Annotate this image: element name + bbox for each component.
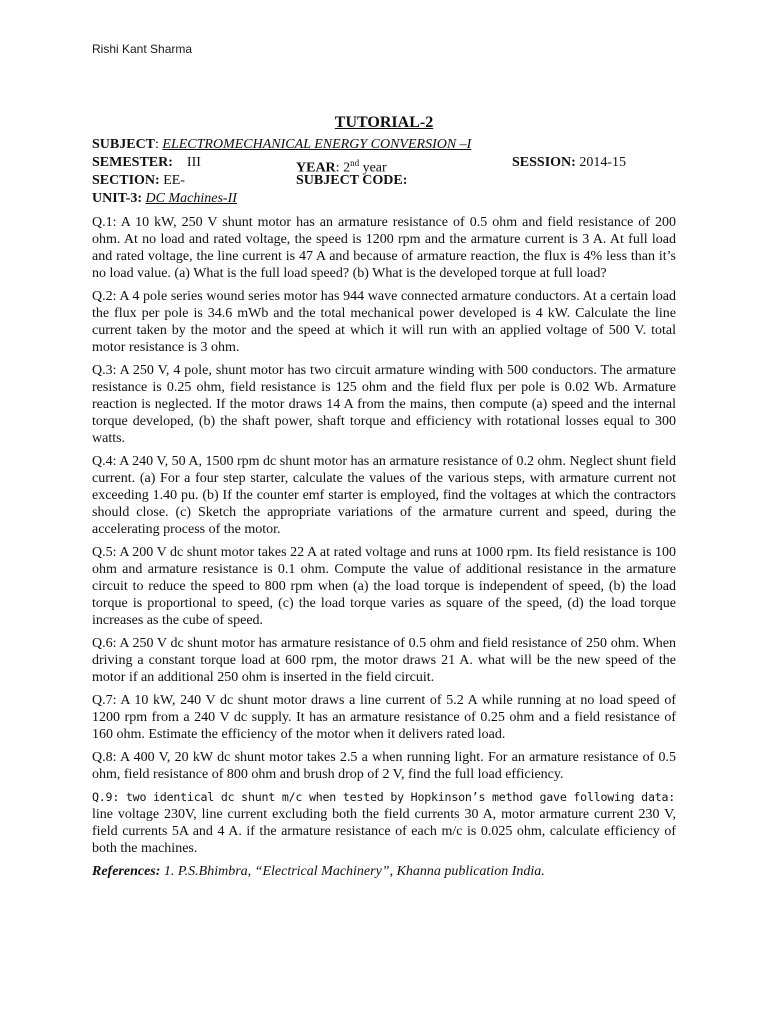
year-field: YEAR: 2nd year	[296, 158, 387, 176]
semester-value: III	[186, 155, 201, 170]
question-7: Q.7: A 10 kW, 240 V dc shunt motor draws a line current of 5.2 A while running at no load speed of 1200 rpm from a 240 V dc supply. It has an armature resistance of 0.25 ohm and a field resistance of 160 ohm. Estimate the efficiency of the motor when it delivers rated load.	[92, 693, 676, 742]
semester-label: SEMESTER:	[92, 155, 173, 170]
references-label: References:	[92, 864, 161, 879]
document-header	[92, 136, 676, 208]
section-label: SECTION:	[92, 173, 160, 188]
question-4: Q.4: A 240 V, 50 A, 1500 rpm dc shunt motor has an armature resistance of 0.2 ohm. Neglect shunt field current. (a) For a four step starter, calculate the values of the various steps, with armature current not exceeding 1.40 pu. (b) If the counter emf starter is employed, find the voltages at which the contractors should close. (c) Sketch the appropriate variations of the armature current and speed, during the accelerating process of the motor.	[92, 454, 676, 537]
question-2: Q.2: A 4 pole series wound series motor has 944 wave connected armature conductors. At a certain load the flux per pole is 34.6 mWb and the total mechanical power developed is 4 kW. Calculate the line current taken by the motor and the speed at which it will run with an applied voltage of 500 V. total motor resistance is 3 ohm.	[92, 289, 676, 355]
session-label: SESSION:	[512, 155, 576, 170]
subject-row: SUBJECT: ELECTROMECHANICAL ENERGY CONVERSION –I	[92, 137, 472, 152]
semester-row	[92, 154, 676, 176]
section-value: EE-	[163, 173, 185, 188]
subject-label: SUBJECT	[92, 137, 156, 152]
question-6: Q.6: A 250 V dc shunt motor has armature resistance of 0.5 ohm and field resistance of 250 ohm. When driving a constant torque load at 600 rpm, the motor draws 21 A. what will be the new speed of the motor if an additional 250 ohm is inserted in the field circuit.	[92, 636, 676, 685]
year-suffix: nd	[350, 158, 360, 168]
question-9	[92, 789, 676, 857]
section-row	[92, 172, 676, 190]
unit-label: UNIT-3:	[92, 191, 143, 206]
question-1: Q.1: A 10 kW, 250 V shunt motor has an armature resistance of 0.5 ohm and field resistance of 200 ohm. At no load and rated voltage, the speed is 1200 rpm and the armature current is 3 A. At full load and rated voltage, the line current is 47 A and because of armature reaction, the flux is 4% less than it’s no load value. (a) What is the full load speed? (b) What is the developed torque at full load?	[92, 215, 676, 281]
session-value: 2014-15	[579, 155, 626, 170]
page-title: TUTORIAL-2	[334, 114, 434, 131]
question-5: Q.5: A 200 V dc shunt motor takes 22 A at rated voltage and runs at 1000 rpm. Its field resistance is 100 ohm and armature resistance is 0.1 ohm. Compute the value of additional resistance in the armature circuit to reduce the speed to 800 rpm when (a) the load torque is independent of speed, (b) the load torque is proportional to speed, (c) the load torque varies as square of the speed, (d) the load torque increases as the cube of speed.	[92, 545, 676, 628]
questions-list	[92, 214, 676, 880]
question-8: Q.8: A 400 V, 20 kW dc shunt motor takes 2.5 a when running light. For an armature resistance of 0.5 ohm, field resistance of 800 ohm and brush drop of 2 V, find the full load efficiency.	[92, 750, 676, 782]
subject-code-label: SUBJECT CODE:	[296, 173, 408, 188]
subject-code-field	[296, 172, 407, 190]
question-3: Q.3: A 250 V, 4 pole, shunt motor has two circuit armature winding with 500 conductors. The armature resistance is 0.25 ohm, field resistance is 125 ohm and the field flux per pole is 0.02 Wb. Armature reaction is neglected. If the motor draws 14 A from the mains, then compute (a) speed and the internal torque developed, (b) the shaft power, shaft torque and efficiency with rotational losses equal to 300 watts.	[92, 363, 676, 446]
year-number: 2	[343, 160, 351, 176]
year-label: YEAR	[296, 160, 336, 176]
references-text: 1. P.S.Bhimbra, “Electrical Machinery”, Khanna publication India.	[160, 864, 545, 879]
unit-value: DC Machines-II	[145, 191, 237, 206]
unit-row	[92, 190, 676, 208]
question-9-body: line voltage 230V, line current excluding both the field currents 30 A, motor armature current 230 V, field currents 5A and 4 A. if the armature resistance of each m/c is 0.025 ohm, calculate efficiency of both the machines.	[92, 807, 676, 856]
session-field	[512, 154, 626, 172]
references	[92, 863, 676, 880]
year-word: year	[359, 160, 387, 176]
question-9-first-line: Q.9: two identical dc shunt m/c when tested by Hopkinson’s method gave following data:	[92, 790, 676, 804]
subject-value: ELECTROMECHANICAL ENERGY CONVERSION –I	[162, 137, 472, 152]
author-name: Rishi Kant Sharma	[92, 42, 193, 56]
